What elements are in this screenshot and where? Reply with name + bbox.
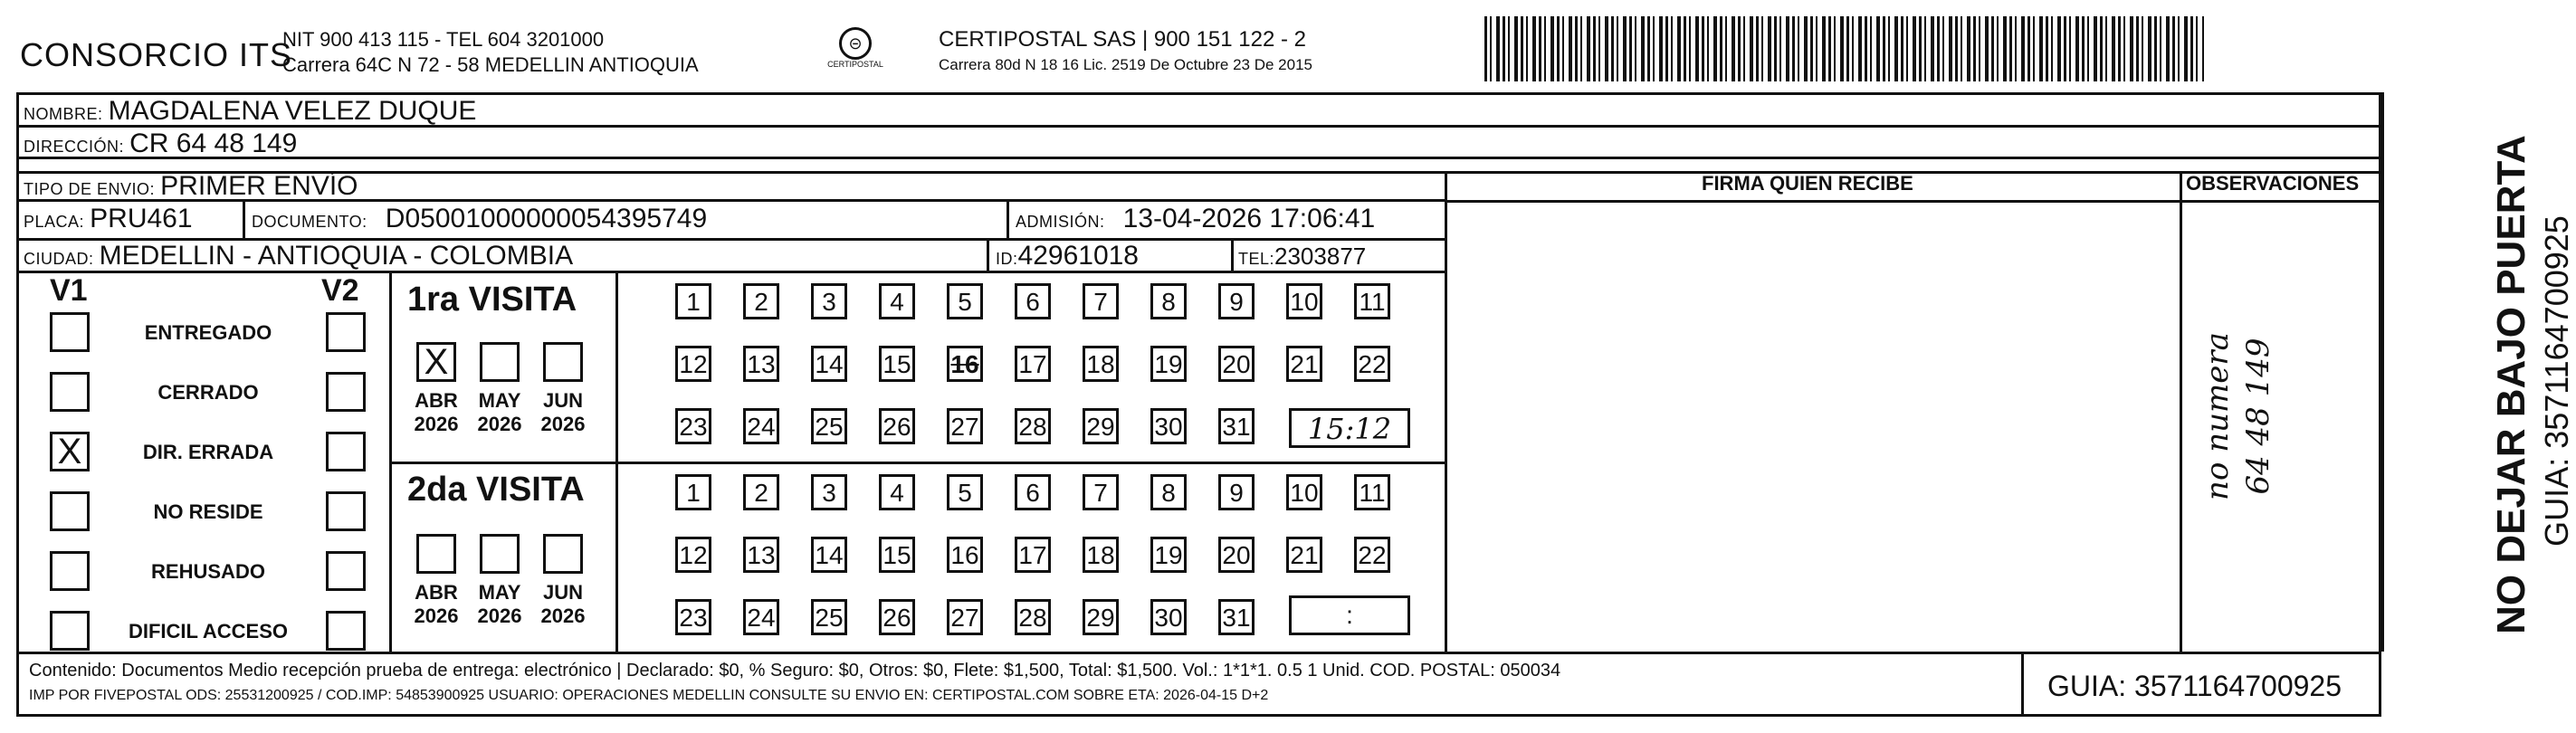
day-box[interactable]: 14 [811,346,847,382]
header-nit: NIT 900 413 115 - TEL 604 3201000 [282,28,605,51]
day-box[interactable]: 28 [1015,408,1051,444]
day-box[interactable]: 9 [1218,283,1255,319]
day-box[interactable]: 4 [879,283,915,319]
day-box[interactable]: 8 [1150,474,1187,510]
month-checkbox-jun[interactable] [543,534,583,574]
footer-guia: GUIA: 3571164700925 [2047,670,2342,702]
month-checkbox-jun[interactable] [543,342,583,382]
v2-checkbox-6[interactable] [326,611,366,651]
ciudad-value: MEDELLIN - ANTIOQUIA - COLOMBIA [99,241,574,271]
courier-info [939,27,1312,74]
month-label: MAY 2026 [477,389,522,435]
day-box[interactable]: 23 [675,599,711,635]
nombre-value: MAGDALENA VELEZ DUQUE [108,96,477,126]
day-box[interactable]: 31 [1218,408,1255,444]
footer-contenido: Contenido: Documentos Medio recepción prueba de entrega: electrónico | Declarado: $0, % Seguro: $0, Otros: $0, Flete: $1,500, Total: $1,500. Vol.: 1*1*1. 0.5 1 Unid. COD. POSTAL: 050034 [29,661,1561,681]
day-box[interactable]: 13 [743,346,779,382]
day-box[interactable]: 15 [879,537,915,573]
tipo-value: PRIMER ENVÍO [160,171,358,201]
status-option-label: NO RESIDE [153,500,263,523]
obs-handwritten-1: no numera [2199,332,2236,500]
obs-handwritten-2: 64 48 149 [2240,338,2276,495]
day-box[interactable]: 11 [1354,283,1390,319]
day-box[interactable]: 3 [811,283,847,319]
day-box[interactable]: 20 [1218,537,1255,573]
month-checkbox-may[interactable] [480,342,520,382]
month-checkbox-abr[interactable] [416,534,456,574]
day-box[interactable]: 10 [1286,474,1322,510]
day-box[interactable]: 1 [675,283,711,319]
second-visit-title: 2da VISITA [407,471,585,509]
status-option-label: ENTREGADO [144,321,272,344]
day-box[interactable]: 16 [947,537,983,573]
day-box[interactable]: 26 [879,599,915,635]
day-box[interactable]: 17 [1015,346,1051,382]
id-value: 42961018 [1017,241,1139,271]
day-box[interactable]: 4 [879,474,915,510]
day-box[interactable]: 7 [1083,474,1119,510]
form-frame [16,92,2381,717]
v2-checkbox-5[interactable] [326,551,366,591]
header-address: Carrera 64C N 72 - 58 MEDELLIN ANTIOQUIA [282,53,699,76]
v1-checkbox-4[interactable] [50,491,90,531]
admision-row: ADMISIÓN: 13-04-2026 17:06:41 [1016,204,1376,233]
placa-row: PLACA: PRU461 [24,204,193,233]
day-box[interactable]: 1 [675,474,711,510]
barcode [1484,16,2204,81]
day-box[interactable]: 13 [743,537,779,573]
status-option-label: CERRADO [157,381,259,404]
v1-checkbox-5[interactable] [50,551,90,591]
second-visit-time[interactable]: : [1289,595,1410,635]
ciudad-row: CIUDAD: MEDELLIN - ANTIOQUIA - COLOMBIA [24,241,574,271]
status-option-label: DIR. ERRADA [142,441,274,463]
day-box[interactable]: 24 [743,599,779,635]
day-box[interactable]: 18 [1083,537,1119,573]
v1-checkbox-1[interactable] [50,312,90,352]
direccion-value: CR 64 48 149 [129,129,298,158]
tel-row: TEL:2303877 [1238,243,1367,270]
courier-name: CERTIPOSTAL SAS | 900 151 122 - 2 [939,27,1306,52]
observaciones-label: OBSERVACIONES [2186,172,2360,195]
day-box[interactable]: 6 [1015,283,1051,319]
footer-imp: IMP POR FIVEPOSTAL ODS: 25531200925 / COD.IMP: 54853900925 USUARIO: OPERACIONES MEDELLIN CONSULTE SU ENVIO EN: CERTIPOSTAL.COM SOBRE ETA: 2026-04-15 D+2 [29,688,1269,703]
day-box[interactable]: 27 [947,408,983,444]
status-option-label: REHUSADO [151,560,265,583]
v1-label: V1 [50,273,88,308]
day-box[interactable]: 30 [1150,408,1187,444]
month-label: ABR 2026 [414,389,459,435]
day-box[interactable]: 28 [1015,599,1051,635]
documento-row: DOCUMENTO: D05001000000054395749 [252,204,708,233]
month-label: JUN 2026 [540,581,586,627]
day-box[interactable]: 6 [1015,474,1051,510]
v1-checkbox-2[interactable] [50,372,90,412]
day-box[interactable]: 31 [1218,599,1255,635]
courier-address: Carrera 80d N 18 16 Lic. 2519 De Octubre 23 De 2015 [939,56,1312,73]
day-box[interactable]: 19 [1150,346,1187,382]
brand-name: CONSORCIO ITS [20,36,293,73]
day-box[interactable]: 9 [1218,474,1255,510]
day-box[interactable]: 2 [743,474,779,510]
v2-checkbox-4[interactable] [326,491,366,531]
side-guia: GUIA: 3571164700925 [2538,215,2575,547]
month-label: JUN 2026 [540,389,586,435]
day-box[interactable]: 12 [675,537,711,573]
admision-value: 13-04-2026 17:06:41 [1122,204,1376,233]
day-box[interactable]: 19 [1150,537,1187,573]
first-visit-time[interactable]: 15:12 [1289,408,1410,448]
day-box[interactable]: 10 [1286,283,1322,319]
documento-value: D05001000000054395749 [385,204,708,233]
tipo-row: TIPO DE ENVIO: PRIMER ENVÍO [24,171,358,201]
v2-label: V2 [321,273,359,308]
certipostal-logo [824,27,887,69]
status-option-label: DIFICIL ACCESO [128,620,288,643]
day-box[interactable]: 15 [879,346,915,382]
day-box[interactable]: 16 [947,346,983,382]
day-box[interactable]: 11 [1354,474,1390,510]
day-box[interactable]: 17 [1015,537,1051,573]
direccion-row: DIRECCIÓN: CR 64 48 149 [24,129,298,158]
day-box[interactable]: 5 [947,474,983,510]
day-box[interactable]: 25 [811,599,847,635]
day-box[interactable]: 29 [1083,408,1119,444]
month-checkbox-abr[interactable]: X [416,342,456,382]
day-box[interactable]: 21 [1286,537,1322,573]
day-box[interactable]: 12 [675,346,711,382]
day-box[interactable]: 23 [675,408,711,444]
tel-value: 2303877 [1274,243,1367,270]
day-box[interactable]: 22 [1354,346,1390,382]
day-box[interactable]: 21 [1286,346,1322,382]
first-visit-title: 1ra VISITA [407,281,577,319]
day-box[interactable]: 18 [1083,346,1119,382]
day-box[interactable]: 30 [1150,599,1187,635]
v2-checkbox-1[interactable] [326,312,366,352]
day-box[interactable]: 26 [879,408,915,444]
day-box[interactable]: 27 [947,599,983,635]
id-row: ID:42961018 [996,241,1139,271]
nombre-row: NOMBRE: MAGDALENA VELEZ DUQUE [24,96,477,126]
side-warning: NO DEJAR BAJO PUERTA [2489,135,2533,634]
month-checkbox-may[interactable] [480,534,520,574]
v2-checkbox-3[interactable] [326,432,366,471]
day-box[interactable]: 5 [947,283,983,319]
day-box[interactable]: 25 [811,408,847,444]
day-box[interactable]: 7 [1083,283,1119,319]
firma-label: FIRMA QUIEN RECIBE [1702,172,1913,195]
day-box[interactable]: 8 [1150,283,1187,319]
day-box[interactable]: 22 [1354,537,1390,573]
logo-caption: CERTIPOSTAL [827,60,883,69]
day-box[interactable]: 20 [1218,346,1255,382]
day-box[interactable]: 3 [811,474,847,510]
placa-value: PRU461 [90,204,193,233]
logo-icon: ⊝ [839,27,872,60]
v1-checkbox-3[interactable]: X [50,432,90,471]
day-box[interactable]: 29 [1083,599,1119,635]
day-box[interactable]: 2 [743,283,779,319]
header-contact [282,27,699,78]
month-label: ABR 2026 [414,581,459,627]
month-label: MAY 2026 [477,581,522,627]
v2-checkbox-2[interactable] [326,372,366,412]
day-box[interactable]: 14 [811,537,847,573]
day-box[interactable]: 24 [743,408,779,444]
v1-checkbox-6[interactable] [50,611,90,651]
